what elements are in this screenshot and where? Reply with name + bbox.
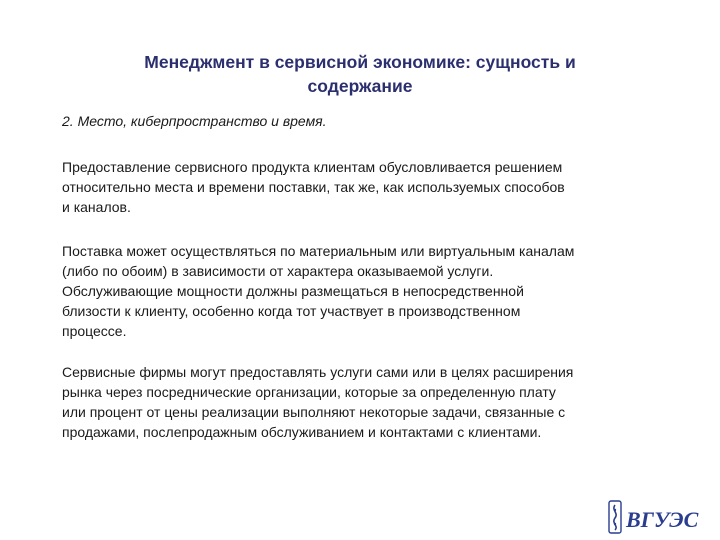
paragraph-line: относительно места и времени поставки, так же, как используемых способов <box>62 179 565 195</box>
page-title <box>60 50 660 98</box>
logo-wordmark: ВГУЭС <box>626 507 699 532</box>
paragraph-line: или процент от цены реализации выполняют некоторые задачи, связанные с <box>62 404 566 420</box>
paragraph-line: близости к клиенту, особенно когда тот участвует в производственном <box>62 303 521 319</box>
paragraph-line: продажами, послепродажным обслуживанием и контактами с клиентами. <box>62 424 542 440</box>
paragraph-1 <box>62 157 672 217</box>
section-subtitle: 2. Место, киберпространство и время. <box>62 113 327 129</box>
university-logo <box>608 500 708 534</box>
title-line-1: Менеджмент в сервисной экономике: сущность и <box>144 52 576 72</box>
paragraph-line: Предоставление сервисного продукта клиентам обусловливается решением <box>62 159 563 175</box>
paragraph-line: процессе. <box>62 323 127 339</box>
paragraph-line: Сервисные фирмы могут предоставлять услуги сами или в целях расширения <box>62 364 574 380</box>
paragraph-line: (либо по обоим) в зависимости от характера оказываемой услуги. <box>62 263 494 279</box>
logo-emblem-icon <box>609 501 621 533</box>
paragraph-line: и каналов. <box>62 199 131 215</box>
title-line-2: содержание <box>307 76 413 96</box>
paragraph-line: Обслуживающие мощности должны размещаться в непосредственной <box>62 283 524 299</box>
paragraph-line: рынка через посреднические организации, которые за определенную плату <box>62 384 556 400</box>
paragraph-3 <box>62 362 672 442</box>
paragraph-2 <box>62 241 672 341</box>
paragraph-line: Поставка может осуществляться по материальным или виртуальным каналам <box>62 243 575 259</box>
